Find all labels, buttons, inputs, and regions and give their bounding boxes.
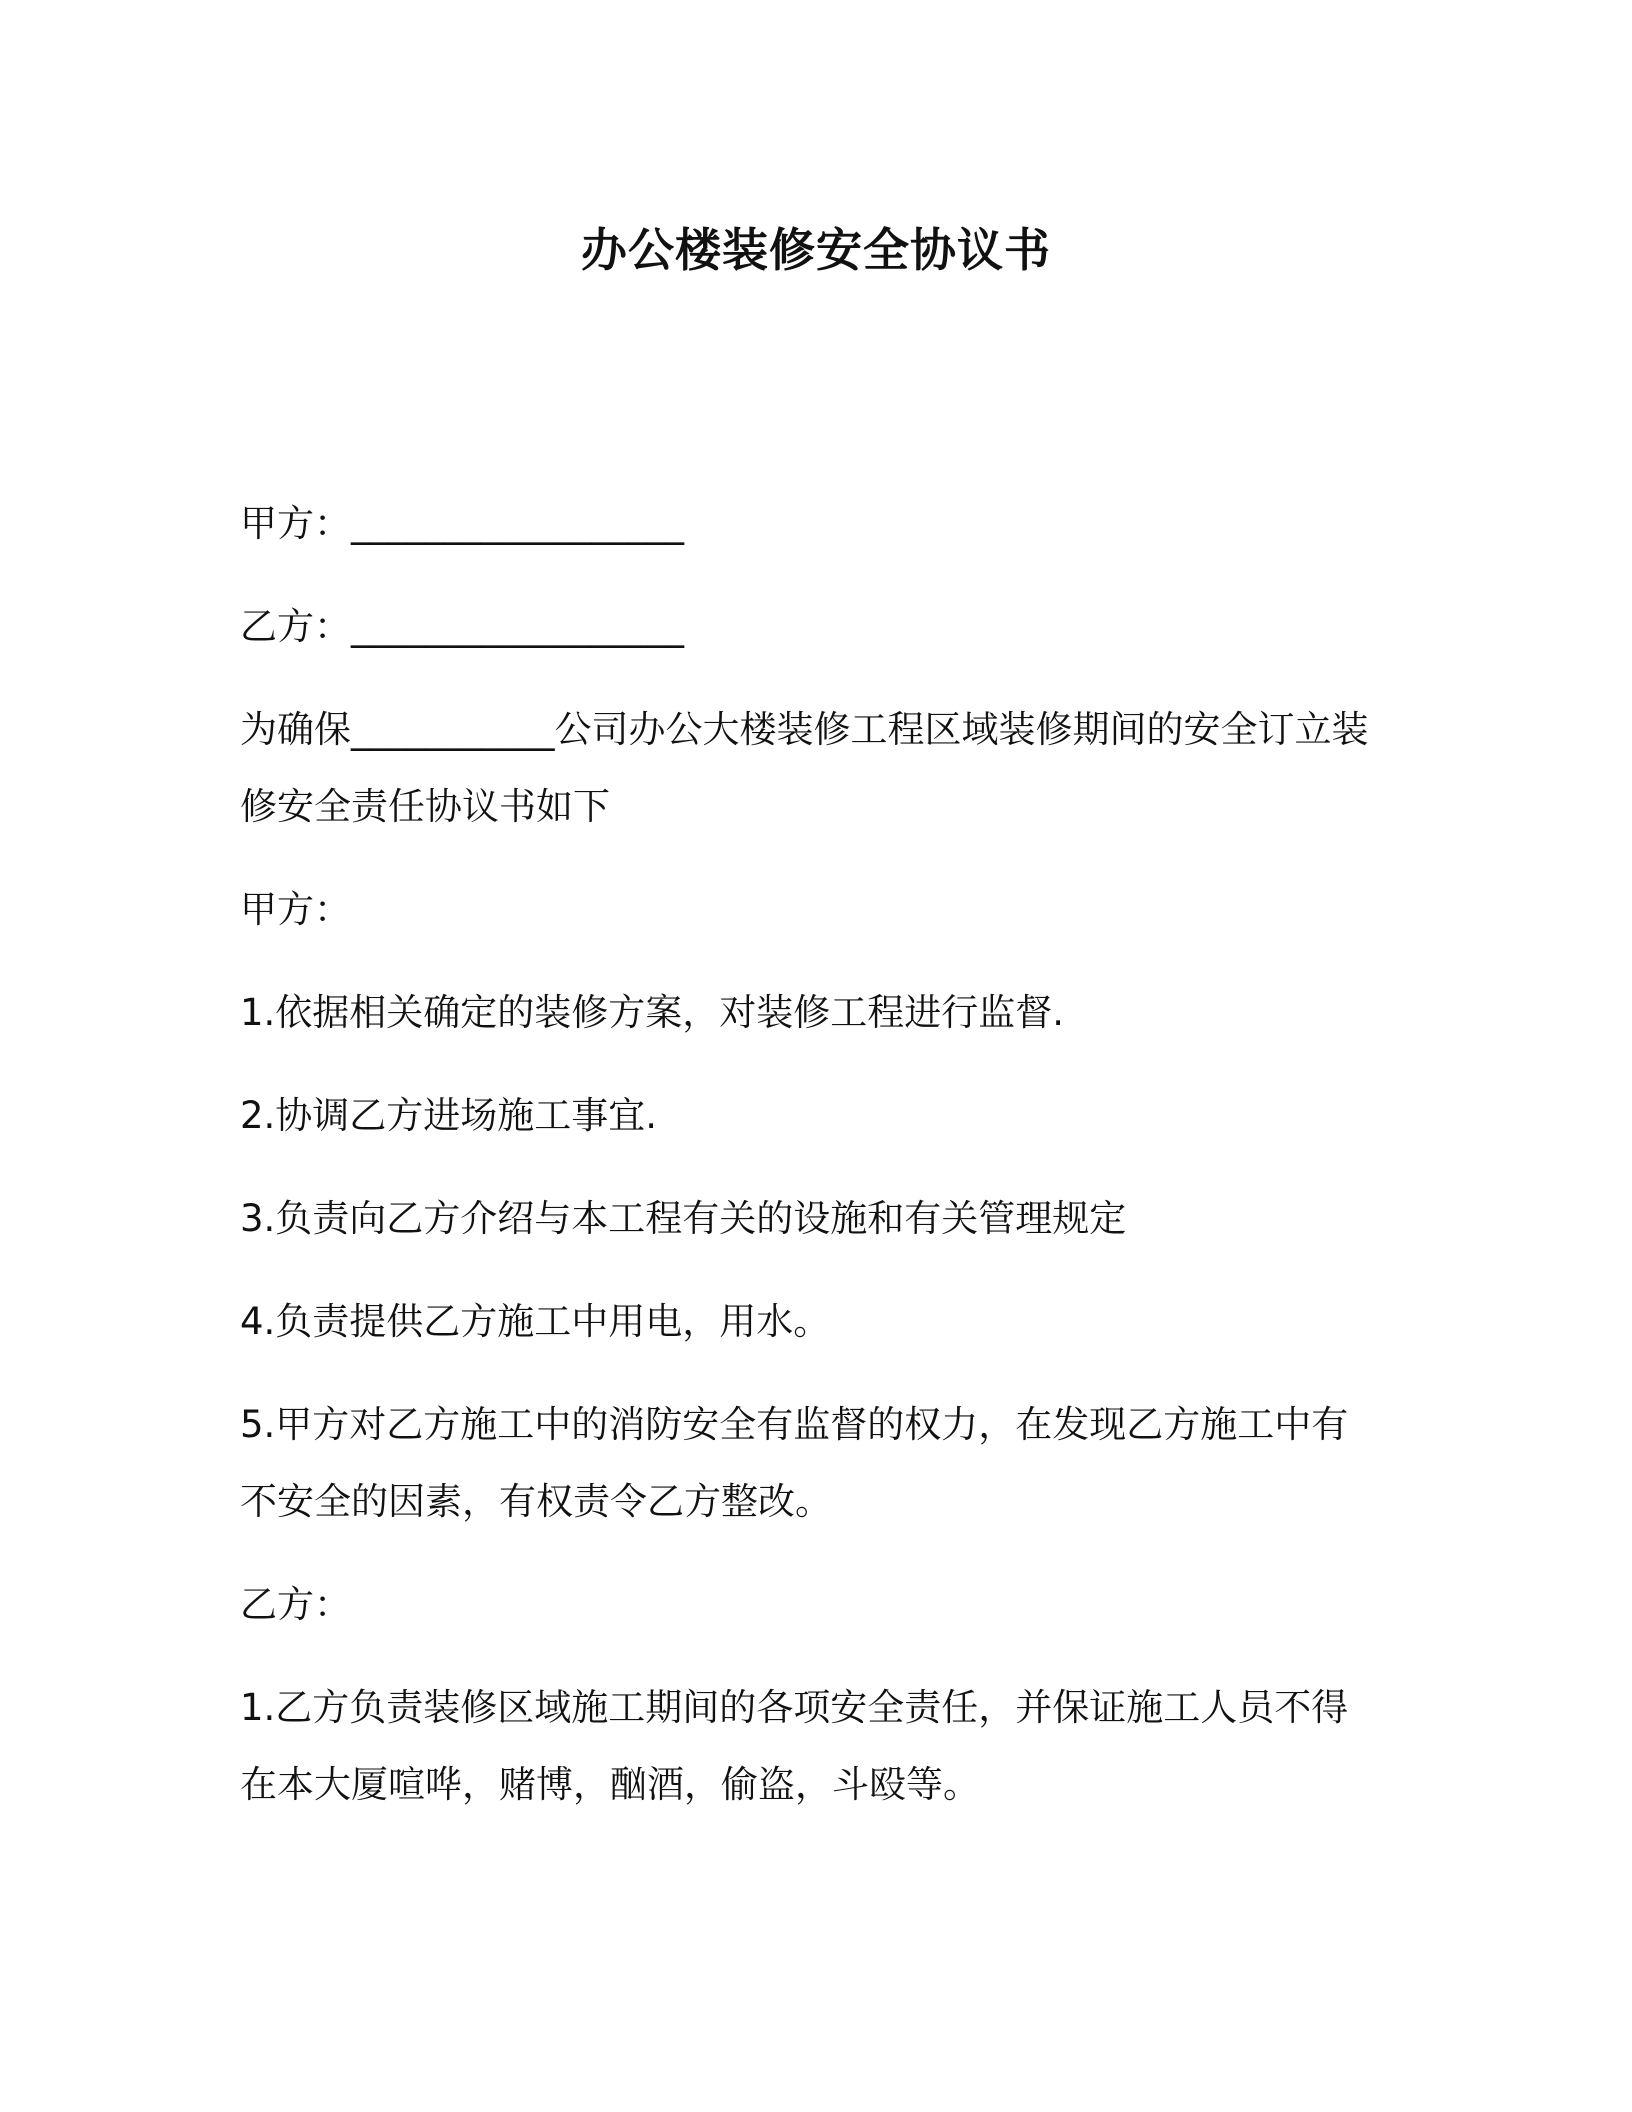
intro-paragraph-line-2: 修安全责任协议书如下 [240,785,610,828]
party-a-item: 1.依据相关确定的装修方案，对装修工程进行监督. [240,991,1065,1034]
party-b-item: 1.乙方负责装修区域施工期间的各项安全责任，并保证施工人员不得 [240,1686,1349,1729]
party-b-signature-line: 乙方：__________________ [240,605,684,648]
party-a-item: 4.负责提供乙方施工中用电，用水。 [240,1300,831,1343]
party-a-heading: 甲方： [240,888,351,931]
party-a-signature-line: 甲方：__________________ [240,502,684,545]
document-title: 办公楼装修安全协议书 [581,223,1051,277]
party-a-item-continuation: 不安全的因素，有权责令乙方整改。 [240,1480,832,1523]
intro-paragraph-line-1: 为确保___________公司办公大楼装修工程区域装修期间的安全订立装 [240,708,1369,751]
party-a-item: 3.负责向乙方介绍与本工程有关的设施和有关管理规定 [240,1197,1127,1240]
party-a-item: 2.协调乙方进场施工事宜. [240,1094,658,1137]
party-b-heading: 乙方： [240,1583,351,1626]
party-b-item-continuation: 在本大厦喧哗，赌博，酗酒，偷盗，斗殴等。 [240,1763,980,1806]
party-a-item: 5.甲方对乙方施工中的消防安全有监督的权力，在发现乙方施工中有 [240,1403,1349,1446]
